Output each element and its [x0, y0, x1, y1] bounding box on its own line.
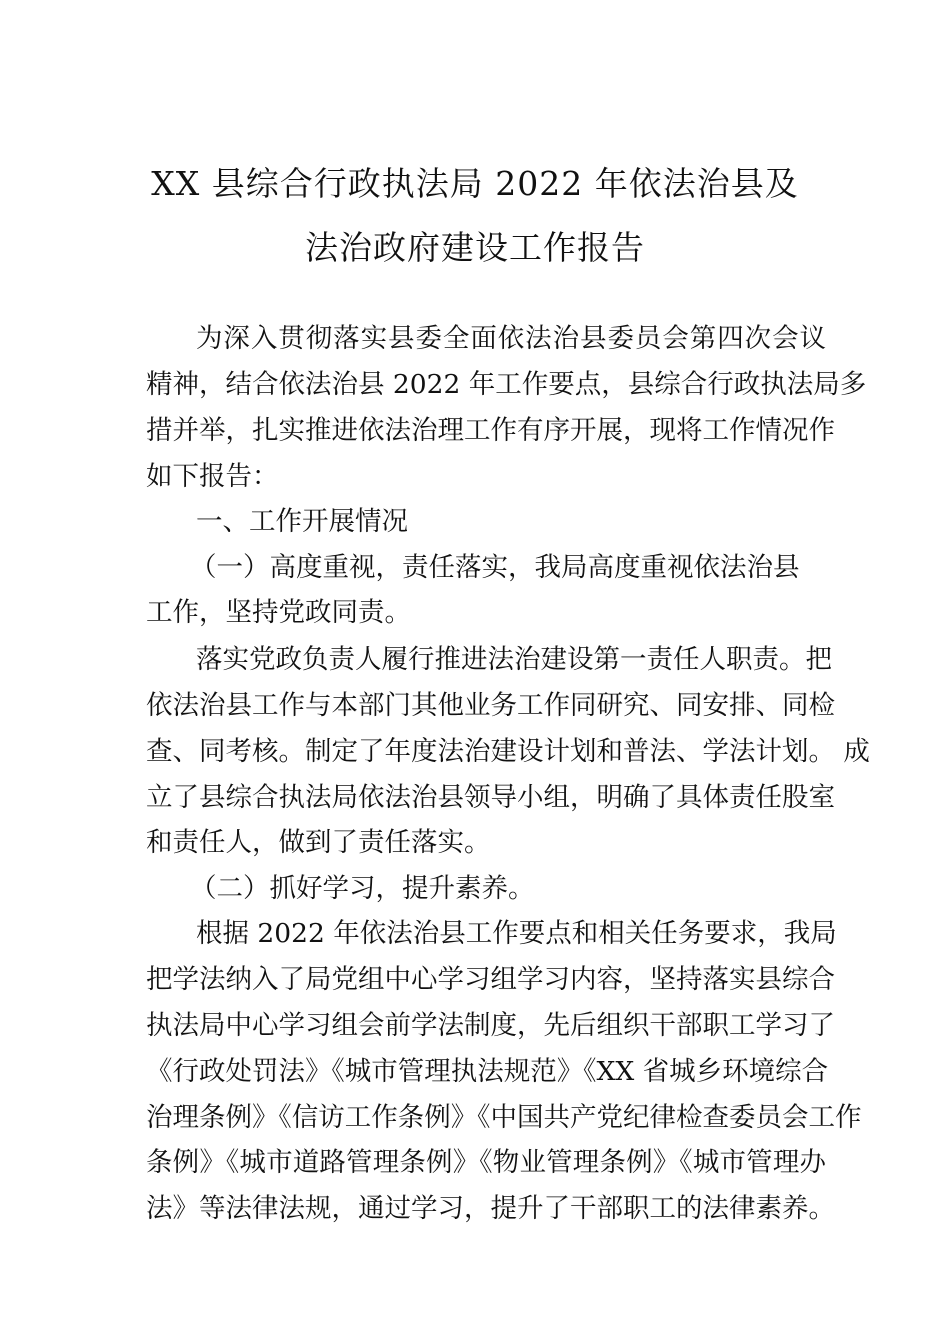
paragraph-line: 《行政处罚法》《城市管理执法规范》《XX 省城乡环境综合	[146, 1056, 829, 1087]
paragraph-line: 落实党政负责人履行推进法治建设第一责任人职责。把	[196, 644, 832, 675]
subsection-heading: （二）抓好学习，提升素养。	[190, 873, 535, 904]
paragraph-line: 查、同考核。制定了年度法治建设计划和普法、学法计划。 成	[146, 736, 870, 767]
paragraph-line: 为深入贯彻落实县委全面依法治县委员会第四次会议	[196, 323, 826, 354]
subsection-heading: （一）高度重视，责任落实，我局高度重视依法治县	[190, 552, 800, 583]
paragraph-line: 法》等法律法规，通过学习，提升了干部职工的法律素养。	[146, 1193, 835, 1224]
paragraph-line: 如下报告：	[146, 461, 279, 492]
paragraph-line: 条例》《城市道路管理条例》《物业管理条例》《城市管理办	[146, 1147, 826, 1178]
document-title-line-2: 法治政府建设工作报告	[305, 228, 645, 267]
paragraph-line: 工作，坚持党政同责。	[146, 597, 411, 628]
paragraph-line: 措并举，扎实推进依法治理工作有序开展，现将工作情况作	[146, 415, 835, 446]
paragraph-line: 和责任人，做到了责任落实。	[146, 827, 491, 858]
document-title-line-1: XX 县综合行政执法局 2022 年依法治县及	[151, 164, 799, 203]
paragraph-line: 依法治县工作与本部门其他业务工作同研究、同安排、同检	[146, 690, 835, 721]
paragraph-line: 立了县综合执法局依法治县领导小组，明确了具体责任股室	[146, 782, 835, 813]
paragraph-line: 治理条例》《信访工作条例》《中国共产党纪律检查委员会工作	[146, 1102, 862, 1133]
paragraph-line: 把学法纳入了局党组中心学习组学习内容，坚持落实县综合	[146, 964, 835, 995]
section-heading: 一、工作开展情况	[196, 506, 408, 537]
paragraph-line: 执法局中心学习组会前学法制度，先后组织干部职工学习了	[146, 1010, 835, 1041]
paragraph-line: 根据 2022 年依法治县工作要点和相关任务要求，我局	[196, 918, 837, 949]
paragraph-line: 精神，结合依法治县 2022 年工作要点，县综合行政执法局多	[146, 369, 867, 400]
